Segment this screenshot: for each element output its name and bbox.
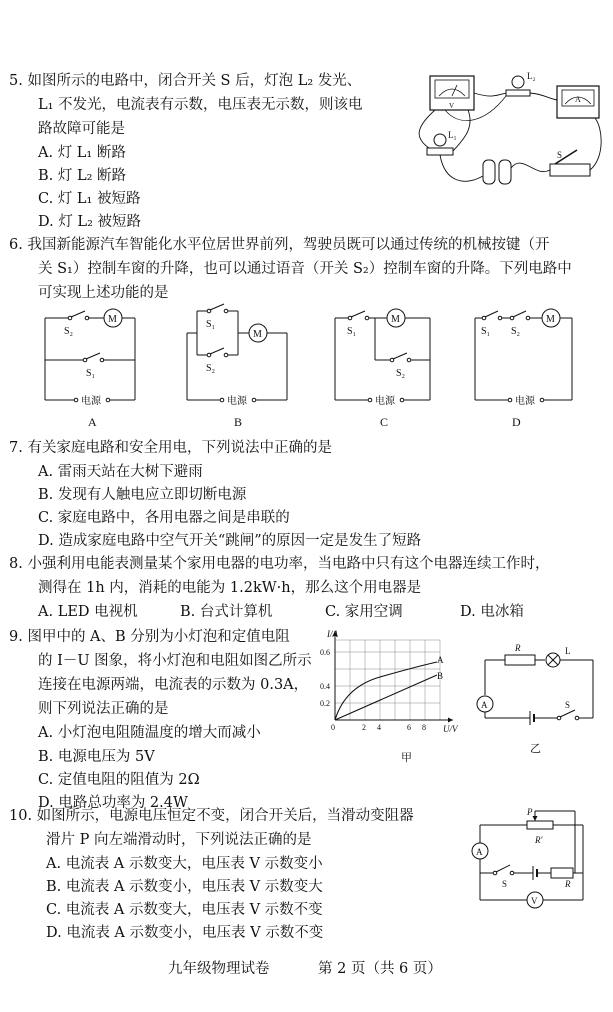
q8-option-b[interactable]: B. 台式计算机 bbox=[180, 604, 273, 620]
svg-text:M: M bbox=[391, 314, 400, 325]
q8-line-1: 8. 小强利用电能表测量某个家用电器的电功率，当电路中只有这个电器连续工作时， bbox=[9, 556, 550, 572]
svg-text:S: S bbox=[502, 879, 508, 889]
svg-text:M: M bbox=[108, 314, 117, 325]
svg-text:乙: 乙 bbox=[530, 743, 541, 755]
resistor-icon bbox=[551, 868, 573, 878]
q6-line-3: 可实现上述功能的是 bbox=[38, 285, 169, 301]
ammeter-icon bbox=[557, 86, 599, 118]
q5-option-c[interactable]: C. 灯 L₁ 被短路 bbox=[38, 191, 141, 207]
q5-s-label: S bbox=[557, 150, 563, 160]
svg-text:S₂: S₂ bbox=[206, 363, 216, 374]
svg-text:P: P bbox=[527, 807, 533, 817]
svg-text:电源: 电源 bbox=[81, 396, 101, 407]
svg-text:A: A bbox=[476, 847, 483, 857]
svg-text:M: M bbox=[546, 314, 555, 325]
lamp-l2-icon bbox=[506, 71, 536, 96]
svg-text:R': R' bbox=[535, 835, 543, 845]
lamp-l1-icon bbox=[427, 130, 457, 155]
svg-text:2: 2 bbox=[362, 723, 366, 732]
svg-text:S₁: S₁ bbox=[481, 326, 491, 337]
svg-text:A: A bbox=[481, 700, 488, 710]
svg-text:S₁: S₁ bbox=[206, 319, 216, 330]
q7-option-c[interactable]: C. 家庭电路中，各用电器之间是串联的 bbox=[38, 510, 290, 526]
q6-circuit-a[interactable] bbox=[40, 303, 140, 428]
q9-option-d[interactable]: D. 电路总功率为 2.4W bbox=[38, 795, 188, 811]
q9-iu-graph bbox=[320, 625, 465, 770]
svg-text:电源: 电源 bbox=[515, 396, 535, 407]
q6-letter-c: C bbox=[380, 415, 389, 429]
voltmeter-icon bbox=[430, 76, 474, 110]
svg-text:A: A bbox=[437, 655, 444, 665]
q5-line-1: 5. 如图所示的电路中，闭合开关 S 后，灯泡 L₂ 发光、 bbox=[9, 73, 362, 89]
svg-text:0.6: 0.6 bbox=[320, 648, 330, 657]
svg-text:U/V: U/V bbox=[443, 724, 458, 734]
q6-circuit-c[interactable] bbox=[330, 303, 440, 428]
q7-line-1: 7. 有关家庭电路和安全用电，下列说法中正确的是 bbox=[9, 440, 332, 456]
q6-letter-b: B bbox=[234, 415, 243, 429]
q7-option-a[interactable]: A. 雷雨天站在大树下避雨 bbox=[38, 464, 203, 480]
q5-option-b[interactable]: B. 灯 L₂ 断路 bbox=[38, 168, 127, 184]
q5-l2-label: L₂ bbox=[527, 71, 536, 81]
svg-text:S₁: S₁ bbox=[347, 326, 357, 337]
svg-text:S₂: S₂ bbox=[396, 368, 406, 379]
curve-a bbox=[335, 662, 437, 720]
footer-page-number: 第 2 页（共 6 页） bbox=[318, 961, 442, 977]
svg-text:0.2: 0.2 bbox=[320, 699, 330, 708]
svg-text:V: V bbox=[531, 896, 538, 906]
q8-option-a[interactable]: A. LED 电视机 bbox=[38, 604, 138, 620]
svg-text:M: M bbox=[253, 329, 262, 340]
q8-option-c[interactable]: C. 家用空调 bbox=[325, 604, 403, 620]
q10-circuit bbox=[465, 805, 605, 925]
q7-option-b[interactable]: B. 发现有人触电应立即切断电源 bbox=[38, 487, 247, 503]
footer-title: 九年级物理试卷 bbox=[168, 961, 270, 977]
q6-circuit-b[interactable] bbox=[182, 303, 292, 428]
svg-text:电源: 电源 bbox=[375, 396, 395, 407]
q8-option-d[interactable]: D. 电冰箱 bbox=[460, 604, 524, 620]
q9-line-1: 9. 图甲中的 A、B 分别为小灯泡和定值电阻 bbox=[9, 629, 290, 645]
q6-letter-d: D bbox=[512, 415, 521, 429]
q9-option-b[interactable]: B. 电源电压为 5V bbox=[38, 749, 155, 765]
switch-icon bbox=[496, 865, 510, 872]
q5-v-label: V bbox=[449, 102, 455, 110]
q10-option-c[interactable]: C. 电流表 A 示数变大，电压表 V 示数不变 bbox=[46, 902, 323, 918]
q6-line-1: 6. 我国新能源汽车智能化水平位居世界前列，驾驶员既可以通过传统的机械按键（开 bbox=[9, 237, 550, 253]
svg-text:电源: 电源 bbox=[227, 396, 247, 407]
svg-text:0: 0 bbox=[331, 723, 335, 732]
battery-icon bbox=[483, 160, 511, 184]
q10-option-a[interactable]: A. 电流表 A 示数变大，电压表 V 示数变小 bbox=[46, 856, 323, 872]
svg-text:R: R bbox=[565, 879, 571, 889]
q9-circuit bbox=[475, 640, 605, 780]
switch-icon bbox=[550, 150, 590, 176]
q7-option-d[interactable]: D. 造成家庭电路中空气开关“跳闸”的原因一定是发生了短路 bbox=[38, 533, 422, 549]
q10-line-1: 10. 如图所示，电源电压恒定不变，闭合开关后，当滑动变阻器 bbox=[9, 808, 414, 824]
q5-option-a[interactable]: A. 灯 L₁ 断路 bbox=[38, 145, 126, 161]
svg-text:S₂: S₂ bbox=[64, 326, 74, 337]
svg-text:S₂: S₂ bbox=[511, 326, 521, 337]
q9-line-2: 的 I－U 图象，将小灯泡和电阻如图乙所示 bbox=[38, 653, 312, 669]
switch-icon bbox=[560, 710, 575, 717]
svg-text:甲: 甲 bbox=[401, 752, 412, 764]
line-b bbox=[335, 675, 437, 720]
q9-option-c[interactable]: C. 定值电阻的阻值为 2Ω bbox=[38, 772, 200, 788]
q10-option-d[interactable]: D. 电流表 A 示数变小，电压表 V 示数不变 bbox=[46, 925, 324, 941]
svg-text:6: 6 bbox=[407, 723, 411, 732]
svg-text:B: B bbox=[437, 671, 444, 681]
resistor-icon bbox=[505, 655, 535, 665]
svg-text:S₁: S₁ bbox=[86, 368, 96, 379]
q10-line-2: 滑片 P 向左端滑动时，下列说法正确的是 bbox=[46, 832, 312, 848]
q8-line-2: 测得在 1h 内，消耗的电能为 1.2kW·h，那么这个用电器是 bbox=[38, 580, 422, 596]
q9-option-a[interactable]: A. 小灯泡电阻随温度的增大而减小 bbox=[38, 725, 261, 741]
rheostat-icon bbox=[527, 821, 553, 829]
q5-circuit-figure bbox=[405, 68, 605, 198]
q9-line-3: 连接在电源两端，电流表的示数为 0.3A， bbox=[38, 677, 309, 693]
q6-letter-a: A bbox=[88, 415, 97, 429]
q5-option-d[interactable]: D. 灯 L₂ 被短路 bbox=[38, 214, 141, 230]
svg-text:4: 4 bbox=[377, 723, 381, 732]
q5-a-label: A bbox=[575, 95, 581, 104]
svg-text:I/A: I/A bbox=[327, 629, 338, 639]
q9-line-4: 则下列说法正确的是 bbox=[38, 701, 169, 717]
q6-line-2: 关 S₁）控制车窗的升降，也可以通过语音（开关 S₂）控制车窗的升降。下列电路中 bbox=[38, 261, 572, 277]
svg-text:L: L bbox=[565, 646, 571, 656]
q5-line-2: L₁ 不发光，电流表有示数，电压表无示数，则该电 bbox=[38, 97, 363, 113]
svg-text:8: 8 bbox=[422, 723, 426, 732]
q10-option-b[interactable]: B. 电流表 A 示数变小，电压表 V 示数变大 bbox=[46, 879, 323, 895]
q6-circuit-d[interactable] bbox=[470, 303, 580, 428]
svg-text:R: R bbox=[515, 643, 521, 653]
svg-text:0.4: 0.4 bbox=[320, 682, 330, 691]
q5-l1-label: L₁ bbox=[448, 130, 457, 140]
svg-text:S: S bbox=[565, 700, 571, 710]
q5-line-3: 路故障可能是 bbox=[38, 121, 125, 137]
